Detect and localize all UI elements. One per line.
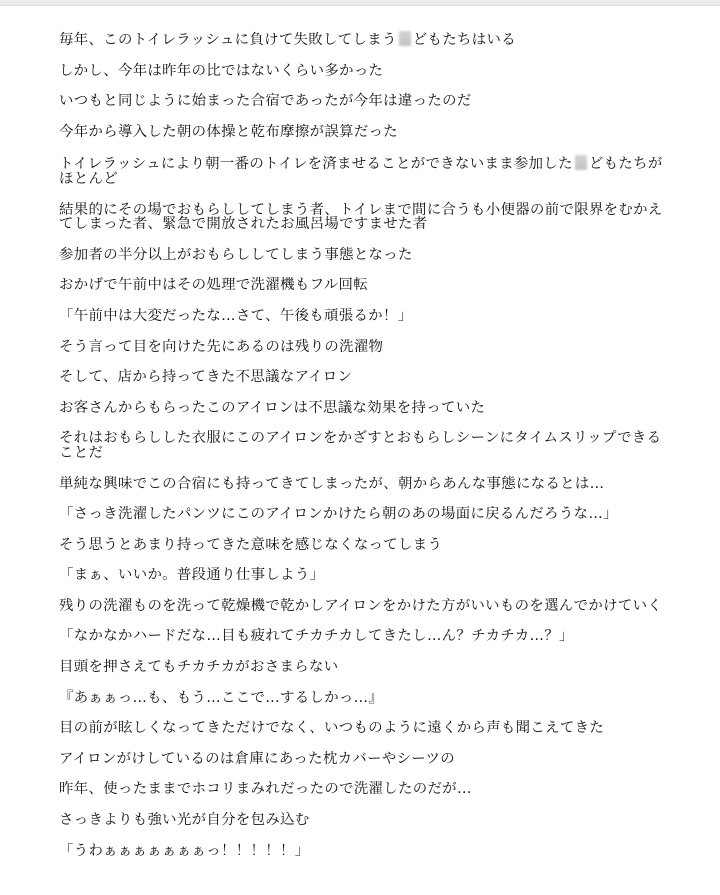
paragraph	[59, 401, 671, 416]
paragraph	[59, 370, 671, 385]
text-segment: 昨年、使ったままでホコリまみれだったので洗濯したのだが…	[59, 781, 472, 798]
text-segment: いつもと同じように始まった合宿であったが今年は違ったのだ	[59, 93, 472, 110]
text-segment: そう言って目を向けた先にあるのは残りの洗濯物	[59, 338, 384, 355]
paragraph	[59, 203, 671, 232]
text-segment: どもたちはいる	[412, 32, 516, 48]
paragraph	[59, 248, 671, 263]
paragraph	[59, 752, 671, 767]
text-segment: そして、店から持ってきた不思議なアイロン	[59, 369, 353, 386]
paragraph	[59, 340, 671, 355]
text-segment: 目頭を押さえてもチカチカがおさまらない	[59, 659, 339, 676]
text-segment: それはおもらしした衣服にこのアイロンをかざすとおもらしシーンにタイムスリップできることだ	[59, 430, 662, 461]
paragraph	[59, 629, 671, 644]
paragraph	[59, 431, 671, 460]
paragraph	[59, 660, 671, 675]
top-divider	[0, 0, 720, 6]
text-segment: 毎年、このトイレラッシュに負けて失敗してしまう	[59, 32, 397, 48]
paragraph	[59, 844, 671, 859]
blurred-character	[575, 155, 587, 170]
text-segment: 『あぁぁっ…も、もう…ここで…するしかっ…』	[59, 689, 384, 706]
paragraph	[59, 94, 671, 109]
paragraph	[59, 125, 671, 140]
text-segment: 「さっき洗濯したパンツにこのアイロンかけたら朝のあの場面に戻るんだろうな…」	[59, 506, 618, 523]
paragraph	[59, 31, 671, 48]
text-segment: トイレラッシュにより朝一番のトイレを済ませることができないまま参加した	[59, 156, 573, 173]
paragraph	[59, 691, 671, 706]
paragraph	[59, 507, 671, 522]
text-segment: おかげで午前中はその処理で洗濯機もフル回転	[59, 277, 368, 294]
paragraph	[59, 538, 671, 553]
text-segment: 「うわぁぁぁぁぁぁぁっ！！！！！」	[59, 842, 310, 859]
text-segment: 「なかなかハードだな…目も疲れてチカチカしてきたし…ん？チカチカ…？」	[59, 628, 574, 645]
text-segment: 結果的にその場でおもらししてしまう者、トイレまで間に合うも小便器の前で限界をむかえてしまった者、緊急で開放されたお風呂場ですませた者	[59, 201, 663, 233]
text-segment: お客さんからもらったこのアイロンは不思議な効果を持っていた	[59, 399, 486, 416]
paragraph	[59, 721, 671, 736]
text-segment: アイロンがけしているのは倉庫にあった枕カバーやシーツの	[59, 750, 455, 767]
text-segment: どもたちがほとんど	[59, 156, 663, 187]
text-segment: 単純な興味でこの合宿にも持ってきてしまったが、朝からあんな事態になるとは…	[59, 475, 605, 492]
text-segment: 「まぁ、いいか。普段通り仕事しよう」	[59, 567, 325, 584]
paragraph	[59, 599, 671, 614]
paragraph	[59, 309, 671, 324]
text-segment: 残りの洗濯ものを洗って乾燥機で乾かしアイロンをかけた方がいいものを選んでかけていく	[59, 597, 663, 614]
blurred-character	[399, 31, 411, 46]
paragraph	[59, 155, 671, 186]
text-segment: そう思うとあまり持ってきた意味を感じなくなってしまう	[59, 536, 443, 553]
paragraph	[59, 568, 671, 583]
text-segment: 「午前中は大変だったな…さて、午後も頑張るか！」	[59, 307, 413, 324]
paragraph	[59, 477, 671, 492]
text-segment: 目の前が眩しくなってきただけでなく、いつものように遠くから声も聞こえてきた	[59, 720, 605, 737]
text-segment: 参加者の半分以上がおもらししてしまう事態となった	[59, 246, 413, 263]
text-segment: さっきよりも強い光が自分を包み込む	[59, 812, 310, 829]
paragraph	[59, 64, 671, 79]
paragraph	[59, 813, 671, 828]
text-segment: しかし、今年は昨年の比ではないくらい多かった	[59, 62, 384, 79]
text-segment: 今年から導入した朝の体操と乾布摩擦が誤算だった	[59, 123, 399, 140]
paragraph	[59, 782, 671, 797]
story-text	[59, 31, 671, 858]
paragraph	[59, 278, 671, 293]
